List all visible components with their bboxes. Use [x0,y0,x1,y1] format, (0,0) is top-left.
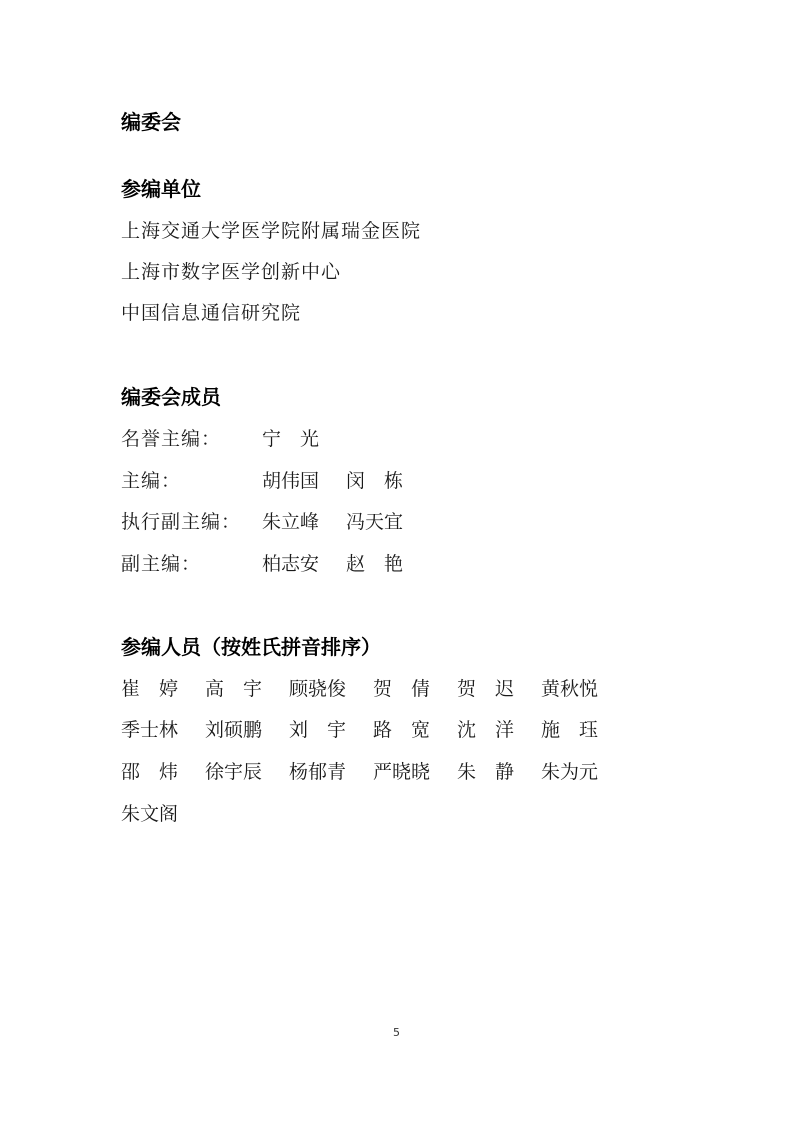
role-label: 主编： [121,470,182,492]
participant-name: 顾骁俊 [289,678,347,700]
member-name: 冯天宜 [346,511,404,533]
participant-name: 沈 洋 [457,719,515,741]
member-name: 朱立峰 [262,511,320,533]
participant-name: 崔 婷 [121,678,179,700]
participant-name: 贺 迟 [457,678,515,700]
member-name: 胡伟国 [262,470,320,492]
participant-name: 朱为元 [541,761,599,783]
participant-name: 贺 倩 [373,678,431,700]
unit-item: 中国信息通信研究院 [121,302,302,324]
page-title: 编委会 [121,110,181,134]
participant-name: 刘 宇 [289,719,347,741]
participant-name: 高 宇 [205,678,263,700]
member-name: 宁 光 [262,428,320,450]
unit-item: 上海市数字医学创新中心 [121,261,342,283]
participant-name: 朱 静 [457,761,515,783]
page-number: 5 [393,1026,400,1039]
member-name: 柏志安 [262,553,320,575]
role-label: 名誉主编： [121,428,222,450]
participant-name: 严晓晓 [373,761,431,783]
participant-name: 邵 炜 [121,761,179,783]
participant-name: 刘硕鹏 [205,719,263,741]
role-label: 副主编： [121,553,202,575]
participant-name: 施 珏 [541,719,599,741]
member-name: 闵 栋 [346,470,404,492]
units-heading: 参编单位 [121,177,201,201]
participants-heading: 参编人员（按姓氏拼音排序） [121,635,381,659]
role-label: 执行副主编： [121,511,242,533]
participant-name: 季士林 [121,719,179,741]
unit-item: 上海交通大学医学院附属瑞金医院 [121,220,422,242]
participant-name: 黄秋悦 [541,678,599,700]
participant-name: 朱文阁 [121,803,179,825]
participant-name: 路 宽 [373,719,431,741]
participant-name: 杨郁青 [289,761,347,783]
member-name: 赵 艳 [346,553,404,575]
participant-name: 徐宇辰 [205,761,263,783]
members-heading: 编委会成员 [121,385,221,409]
